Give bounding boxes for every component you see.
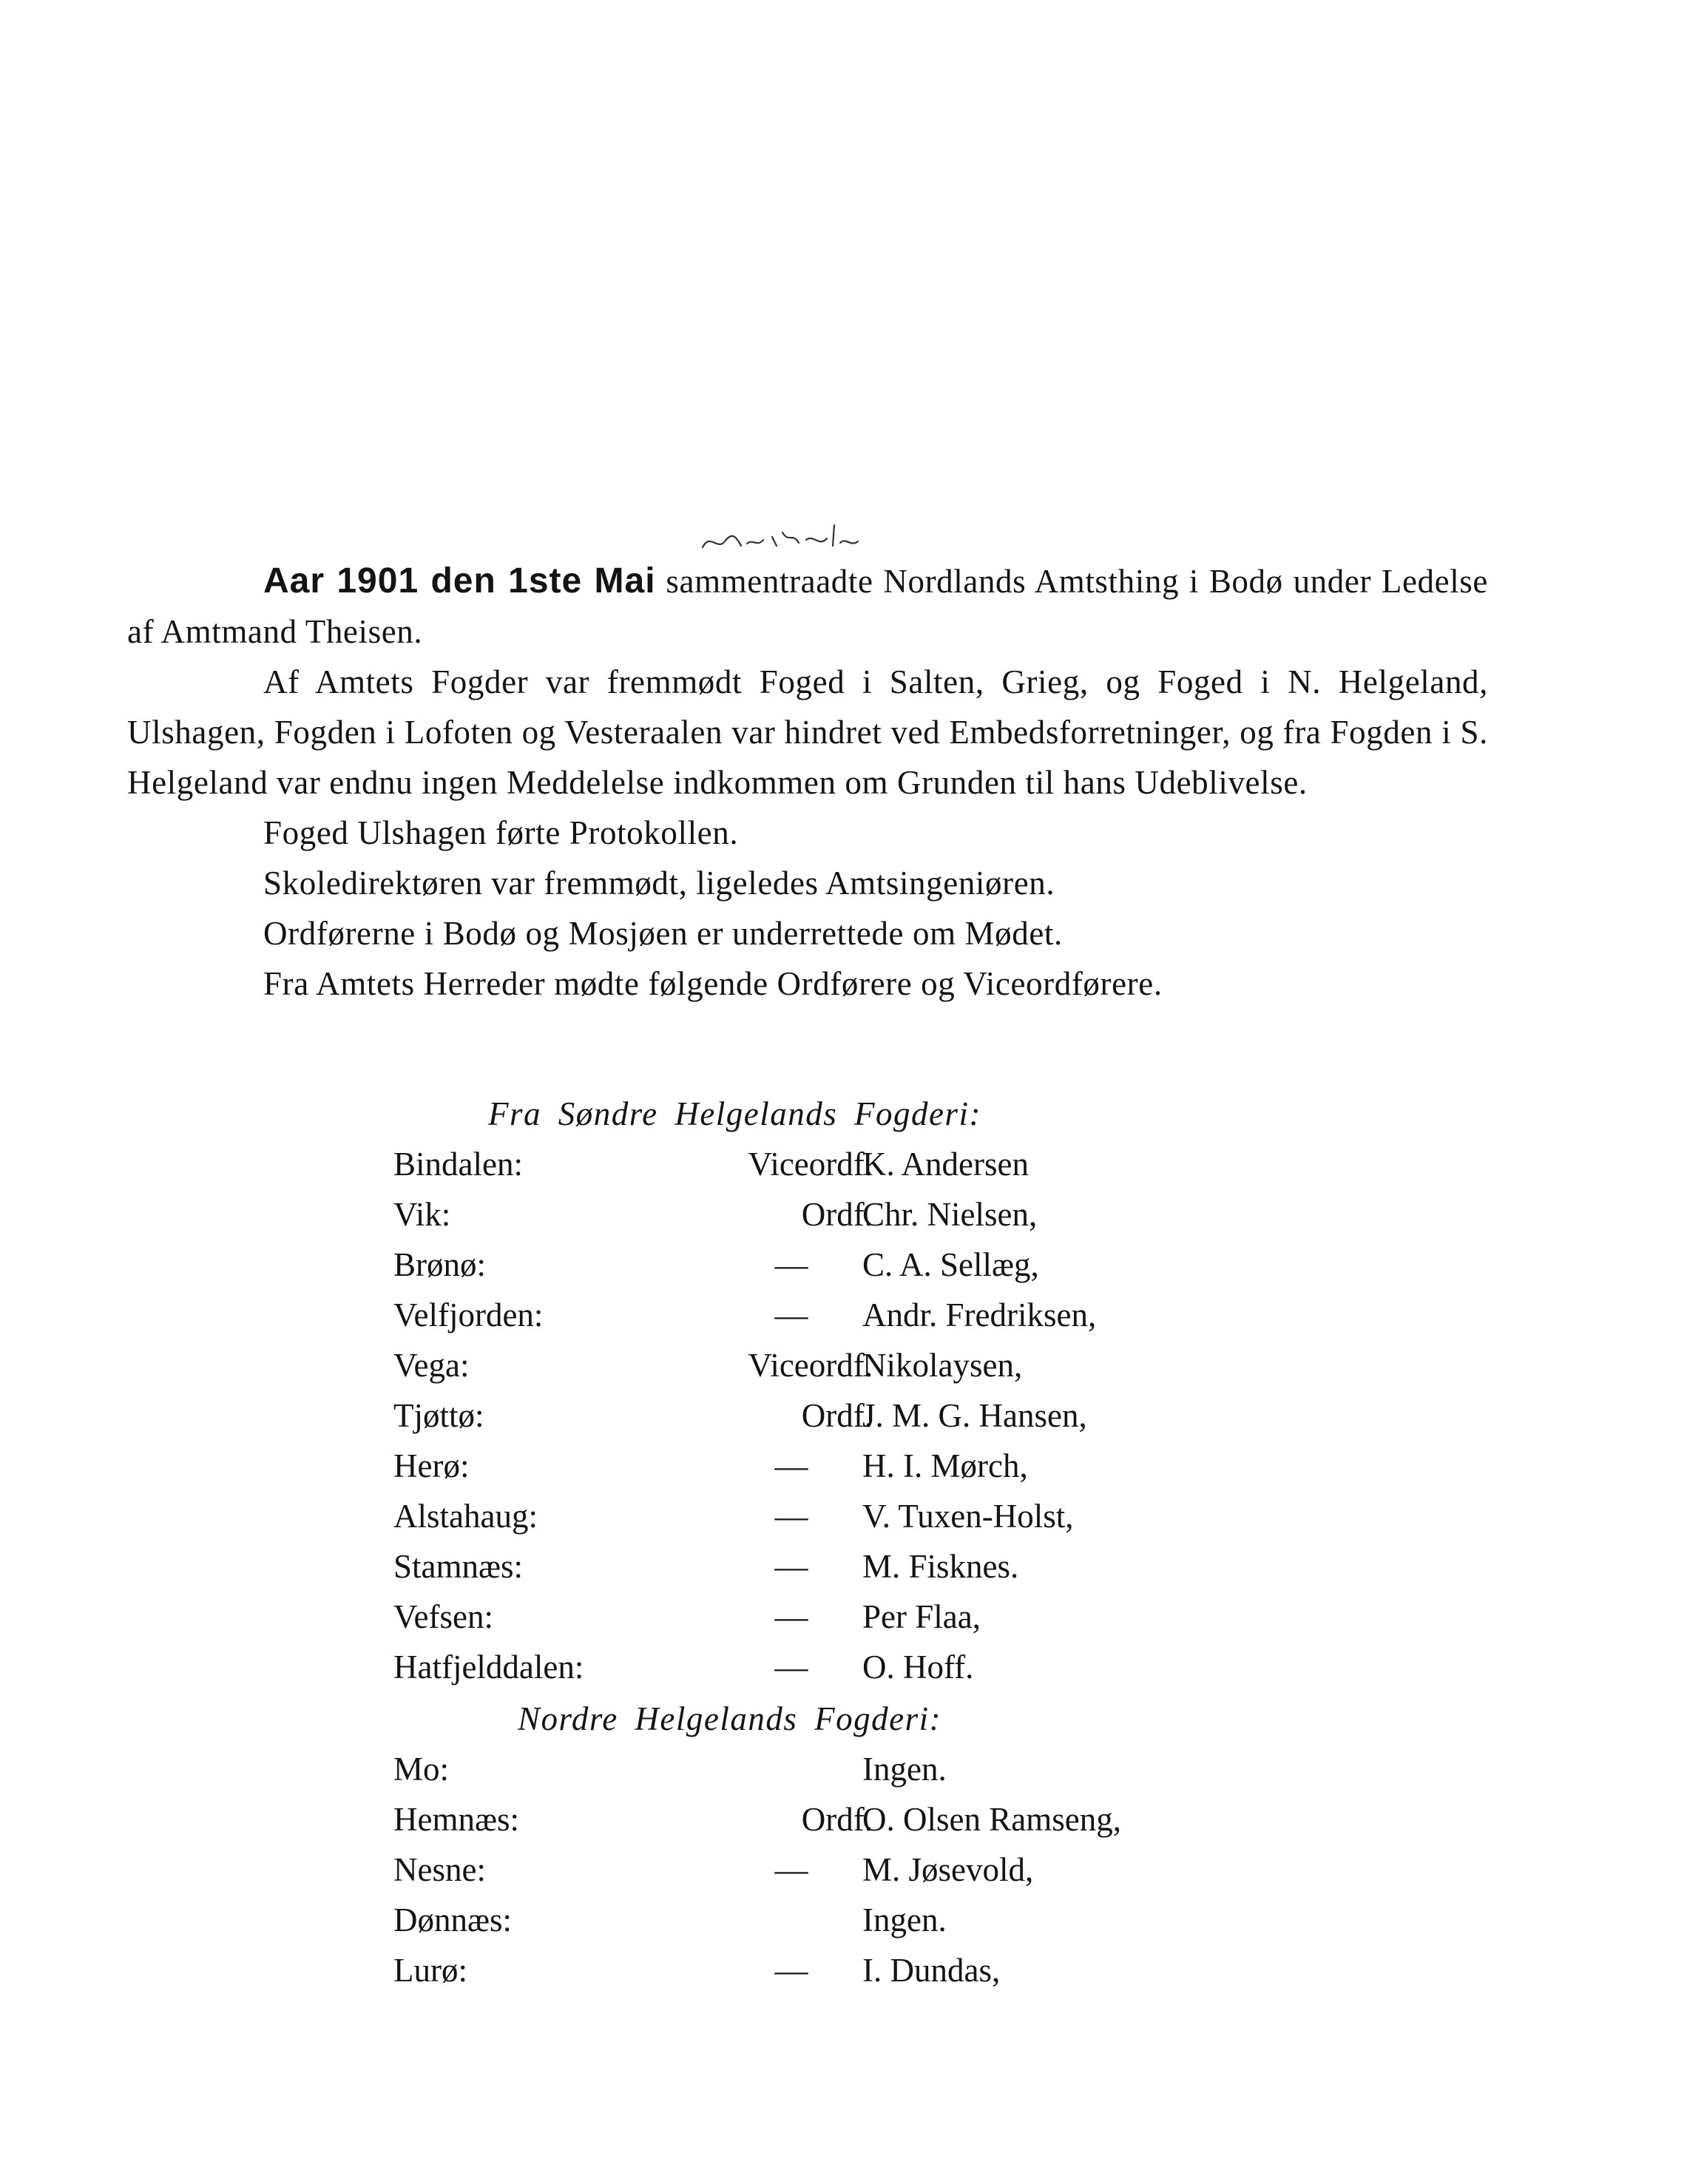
person-name: M. Jøsevold, — [862, 1851, 1034, 1888]
ditto-dash: — — [774, 1649, 808, 1686]
person-name: H. I. Mørch, — [862, 1447, 1028, 1484]
table-row — [0, 1598, 1704, 1648]
paragraph-skoledirektor: Skoledirektøren var fremmødt, ligeledes Amtsingeniøren. — [263, 865, 1055, 902]
paragraph-ordforerne: Ordførerne i Bodø og Mosjøen er underrettede om Mødet. — [263, 915, 1063, 952]
handwritten-annotation — [695, 510, 865, 562]
person-name: Andr. Fredriksen, — [862, 1296, 1097, 1333]
office-title: Viceordf. — [748, 1347, 873, 1384]
place-name: Alstahaug: — [393, 1498, 538, 1535]
opening-paragraph — [127, 556, 1488, 657]
place-name: Bindalen: — [393, 1146, 523, 1183]
table-row — [0, 1497, 1704, 1547]
place-name: Vega: — [393, 1347, 470, 1384]
place-name: Nesne: — [393, 1851, 486, 1888]
place-name: Tjøttø: — [393, 1397, 484, 1434]
person-name: Ingen. — [862, 1901, 947, 1938]
paragraph-fogder: Af Amtets Fogder var fremmødt Foged i Salten, Grieg, og Foged i N. Helgeland, Ulshagen, Fogden i Lofoten og Vesteraalen var hindret ved Embedsforretninger, og fra Fogden i S. Helgeland var endnu ingen Meddelelse indkommen om Grunden til hans Udeblivelse. — [127, 663, 1488, 801]
table-row — [0, 1547, 1704, 1598]
ditto-dash: — — [774, 1851, 808, 1888]
person-name: V. Tuxen-Holst, — [862, 1498, 1074, 1535]
office-title: Ordf. — [801, 1196, 873, 1233]
ditto-dash: — — [774, 1952, 808, 1989]
place-name: Brønø: — [393, 1246, 487, 1283]
person-name: O. Olsen Ramseng, — [862, 1801, 1121, 1838]
place-name: Velfjorden: — [393, 1296, 544, 1333]
ditto-dash: — — [774, 1498, 808, 1535]
table-row — [0, 1850, 1704, 1901]
ditto-dash: — — [774, 1296, 808, 1333]
table-row — [0, 1951, 1704, 2001]
person-name: Ingen. — [862, 1751, 947, 1788]
place-name: Hemnæs: — [393, 1801, 520, 1838]
paragraph-protokol: Foged Ulshagen førte Protokollen. — [263, 814, 739, 851]
intro-text — [127, 556, 1488, 1009]
place-name: Herø: — [393, 1447, 470, 1484]
ditto-dash: — — [774, 1246, 808, 1283]
table-row — [0, 1145, 1704, 1195]
table-row — [0, 1396, 1704, 1447]
table-row — [0, 1750, 1704, 1800]
ditto-dash: — — [774, 1548, 808, 1585]
place-name: Vik: — [393, 1196, 451, 1233]
place-name: Hatfjelddalen: — [393, 1649, 584, 1686]
ditto-dash: — — [774, 1598, 808, 1635]
table-row — [0, 1296, 1704, 1346]
office-title: Ordf. — [801, 1801, 873, 1838]
place-name: Stamnæs: — [393, 1548, 524, 1585]
section-title-sondre: Fra Søndre Helgelands Fogderi: — [488, 1095, 981, 1132]
person-name: Per Flaa, — [862, 1598, 981, 1635]
person-name: C. A. Sellæg, — [862, 1246, 1039, 1283]
place-name: Lurø: — [393, 1952, 467, 1989]
opening-text: sammentraadte Nordlands Amtsthing i Bodø under Ledelse af Amtmand Theisen. — [127, 563, 1488, 650]
ditto-dash: — — [774, 1447, 808, 1484]
place-name: Vefsen: — [393, 1598, 493, 1635]
office-title: Viceordf. — [748, 1146, 873, 1183]
opening-bold-lead: Aar 1901 den 1ste Mai — [263, 561, 656, 601]
office-title: Ordf. — [801, 1397, 873, 1434]
table-row — [0, 1245, 1704, 1296]
section-title-nordre: Nordre Helgelands Fogderi: — [518, 1700, 942, 1737]
place-name: Dønnæs: — [393, 1901, 513, 1938]
place-name: Mo: — [393, 1751, 450, 1788]
person-name: K. Andersen — [862, 1146, 1029, 1183]
person-name: I. Dundas, — [862, 1952, 1001, 1989]
person-name: Chr. Nielsen, — [862, 1196, 1038, 1233]
table-row — [0, 1800, 1704, 1850]
table-row — [0, 1346, 1704, 1396]
table-row — [0, 1901, 1704, 1951]
person-name: M. Fisknes. — [862, 1548, 1019, 1585]
paragraph-herreder: Fra Amtets Herreder mødte følgende Ordførere og Viceordførere. — [263, 965, 1163, 1002]
table-row — [0, 1648, 1704, 1698]
person-name: O. Hoff. — [862, 1649, 974, 1686]
person-name: Nikolaysen, — [862, 1347, 1023, 1384]
table-row — [0, 1447, 1704, 1497]
person-name: J. M. G. Hansen, — [862, 1397, 1087, 1434]
table-row — [0, 1195, 1704, 1245]
